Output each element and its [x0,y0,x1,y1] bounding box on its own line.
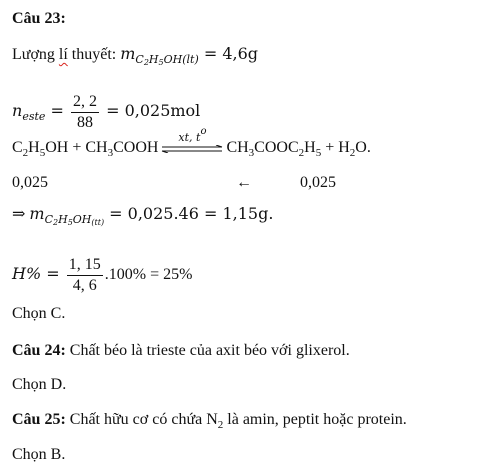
spellcheck-word: lí [58,46,68,63]
theory-label: Lượng [12,46,59,63]
question-25-line: Câu 25: Chất hữu cơ có chứa $N_2$ là amin, peptit hoặc protein. [12,411,407,431]
ester-moles-fraction: $\frac{2, 2}{88}$ [72,93,97,131]
question-24-title: Câu 24: [12,342,66,359]
yield-line [12,255,192,296]
question-24-answer: Chọn D. [12,376,67,393]
question-25-text: Chất hữu cơ có chứa N [65,411,218,428]
ester-moles-formula: $n_{este}$ = [12,101,69,124]
moles-arrow-icon: ← [236,174,252,191]
actual-mass-line: ⇒ $m_{C_2H_5OH_{(tt)}} = 0,025.46 = 1,15g$. [12,204,274,227]
question-25-answer: Chọn B. [12,446,66,463]
theoretical-mass-formula: $m_{C_2H_5OH(lt)} = 4,6g$ [120,44,259,67]
question-24-line [12,342,350,360]
actual-mass-formula: $m_{C_2H_5OH_{(tt)}} = 0,025.46 = 1,15g$. [29,204,274,227]
ester-moles-line [12,92,200,133]
yield-result: .100% = 25% [104,266,193,284]
reaction-condition: xt, $t^o$ [178,126,207,145]
moles-row-left: 0,025 [12,174,48,191]
yield-fraction: $\frac{1, 15}{4, 6}$ [68,256,101,294]
question-23-answer: Chọn C. [12,305,66,322]
reversible-arrow-icon [160,126,224,157]
theoretical-mass-line [12,44,259,67]
theory-label-end: thuyết: [67,46,117,63]
question-25-text-end: là amin, peptit hoặc protein. [223,411,407,428]
yield-symbol: H% = [12,264,65,284]
reaction-equation: $C_2H_5OH$ + $CH_3COOH$ xt, $t^o$ $CH_3COOC_2H_5 + H_2O$. [12,126,371,159]
question-25-title: Câu 25: [12,411,66,428]
ester-moles-result: = 0,025mol [100,101,201,121]
question-24-text: Chất béo là trieste của axit béo với glixerol. [65,342,350,359]
question-23-title: Câu 23: [12,10,66,27]
moles-row-right: 0,025 [300,174,336,191]
